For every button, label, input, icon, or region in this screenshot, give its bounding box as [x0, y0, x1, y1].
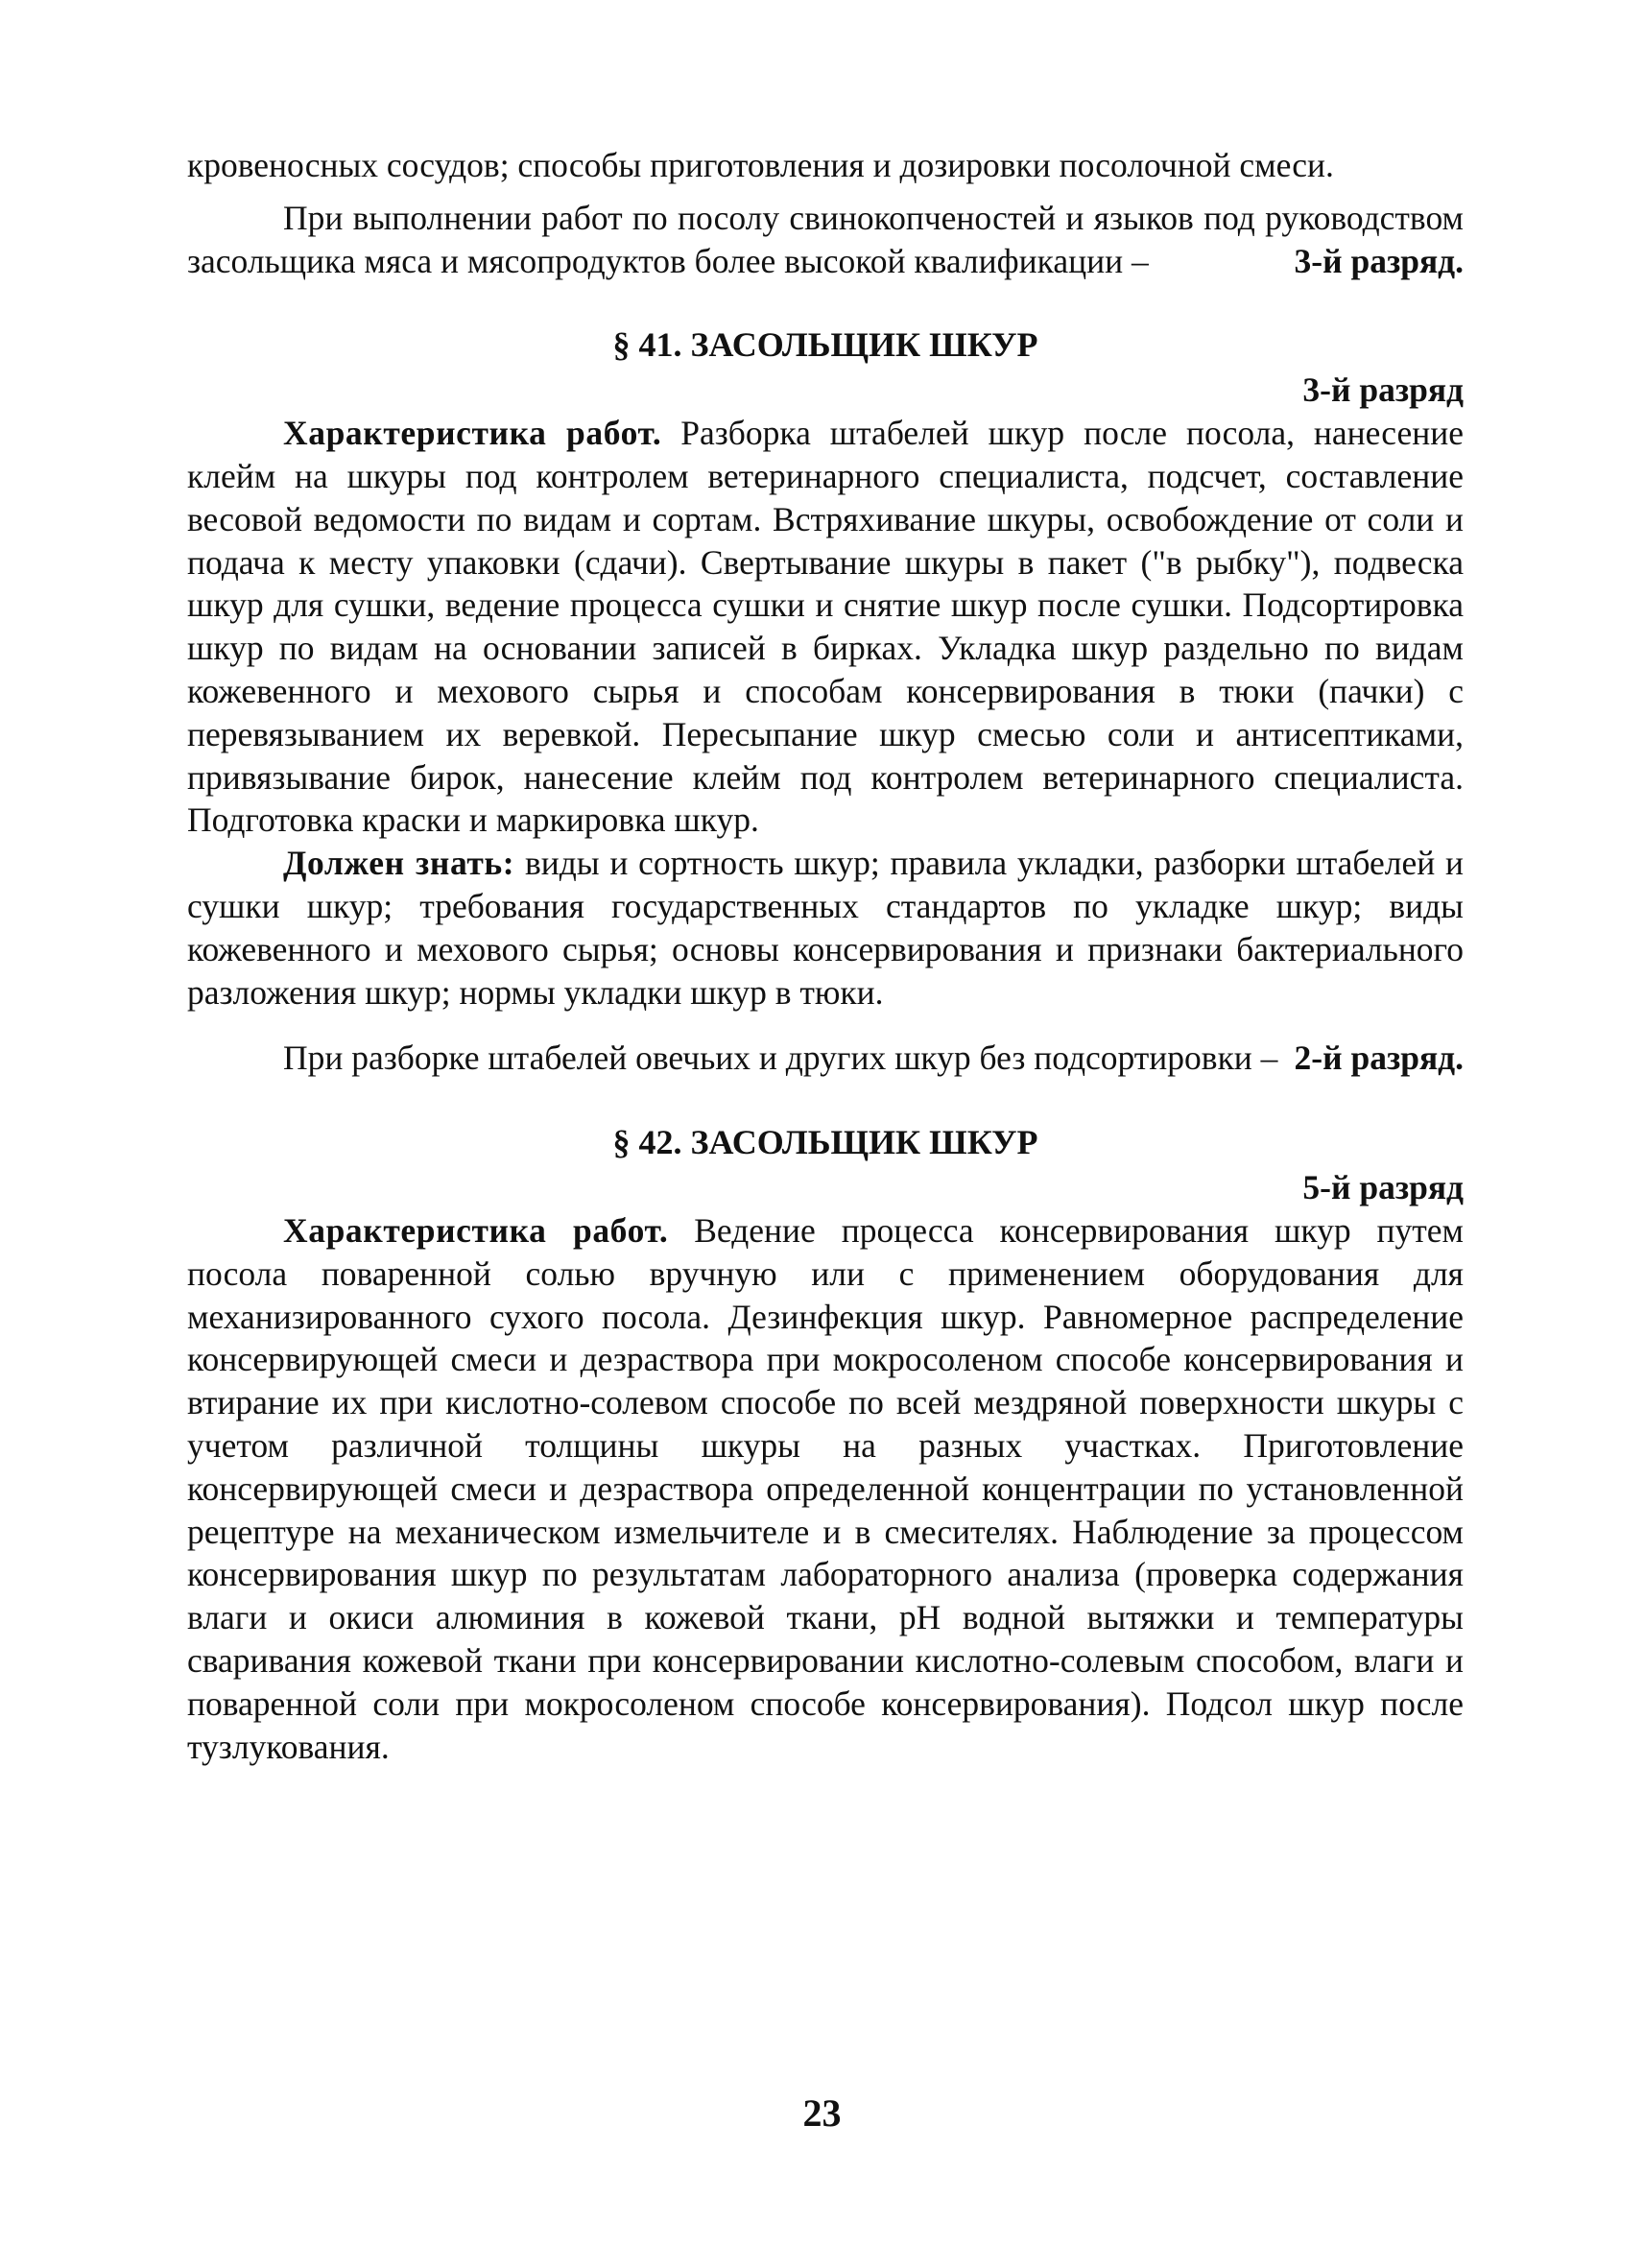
knowledge-label: Должен знать:	[283, 844, 515, 883]
section-41-note	[187, 1037, 1464, 1080]
section-41-knowledge	[187, 842, 1464, 1014]
knowledge-text: виды и сортность шкур; правила укладки, разборки штабелей и сушки шкур; требования государственных стандартов по укладке шкур; виды кожевенного и мехового сырья; основы консервирования и признаки бактериального разложения шкур; нормы укладки шкур в тюки.	[187, 844, 1464, 1012]
page-content	[187, 144, 1464, 1768]
section-41-title: § 41. ЗАСОЛЬЩИК ШКУР	[612, 325, 1038, 365]
characteristics-label: Характеристика работ.	[283, 1210, 669, 1250]
characteristics-text: Ведение процесса консервирования шкур путем посола поваренной солью вручную или с применением оборудования для механизированного сухого посола. Дезинфекция шкур. Равномерное распределение консервирующей смеси и дезраствора при мокросоленом способе консервирования и втирание их при кислотно-солевом способе по всей мездряной поверхности шкуры с учетом различной толщины шкуры на разных участках. Приготовление консервирующей смеси и дезраствора определенной концентрации по установленной рецептуре на механическом измельчителе и в смесителях. Наблюдение за процессом консервирования шкур по результатам лабораторного анализа (проверка содержания влаги и окиси алюминия в кожевой ткани, pH водной вытяжки и температуры сваривания кожевой ткани при консервировании кислотно-солевым способом, влаги и поваренной соли при мокросоленом способе консервирования). Подсол шкур после тузлукования.	[187, 1210, 1465, 1766]
paragraph-continuation: кровеносных сосудов; способы приготовления и дозировки посолочной смеси.	[187, 146, 1334, 184]
note-grade: 3-й разряд.	[1294, 241, 1464, 280]
section-41-grade: 3-й разряд	[1302, 370, 1464, 410]
section-42-title: § 42. ЗАСОЛЬЩИК ШКУР	[612, 1123, 1038, 1162]
section-42-characteristics	[187, 1209, 1464, 1768]
page-number: 23	[802, 2091, 842, 2135]
characteristics-label: Характеристика работ.	[283, 414, 662, 453]
note-text: При выполнении работ по посолу свинокопченостей и языков под руководством засольщика мяса и мясопродуктов более высокой квалификации –	[187, 198, 1464, 280]
section-42-grade: 5-й разряд	[1302, 1168, 1464, 1207]
section-41-note-grade: 2-й разряд.	[1294, 1039, 1464, 1078]
note-text: При разборке штабелей овечьих и других шкур без подсортировки –	[283, 1039, 1278, 1078]
section-41-characteristics	[187, 412, 1464, 842]
characteristics-text: Разборка штабелей шкур после посола, нанесение клейм на шкуры под контролем ветеринарного специалиста, подсчет, составление весовой ведомости по видам и сортам. Встряхивание шкуры, освобождение от соли и подача к месту упаковки (сдачи). Свертывание шкуры в пакет ("в рыбку"), подвеска шкур для сушки, ведение процесса сушки и снятие шкур после сушки. Подсортировка шкур по видам на основании записей в бирках. Укладка шкур раздельно по видам кожевенного и мехового сырья и способам консервирования в тюки (пачки) с перевязыванием их веревкой. Пересыпание шкур смесью соли и антисептиками, привязывание бирок, нанесение клейм под контролем ветеринарного специалиста. Подготовка краски и маркировка шкур.	[187, 414, 1465, 840]
